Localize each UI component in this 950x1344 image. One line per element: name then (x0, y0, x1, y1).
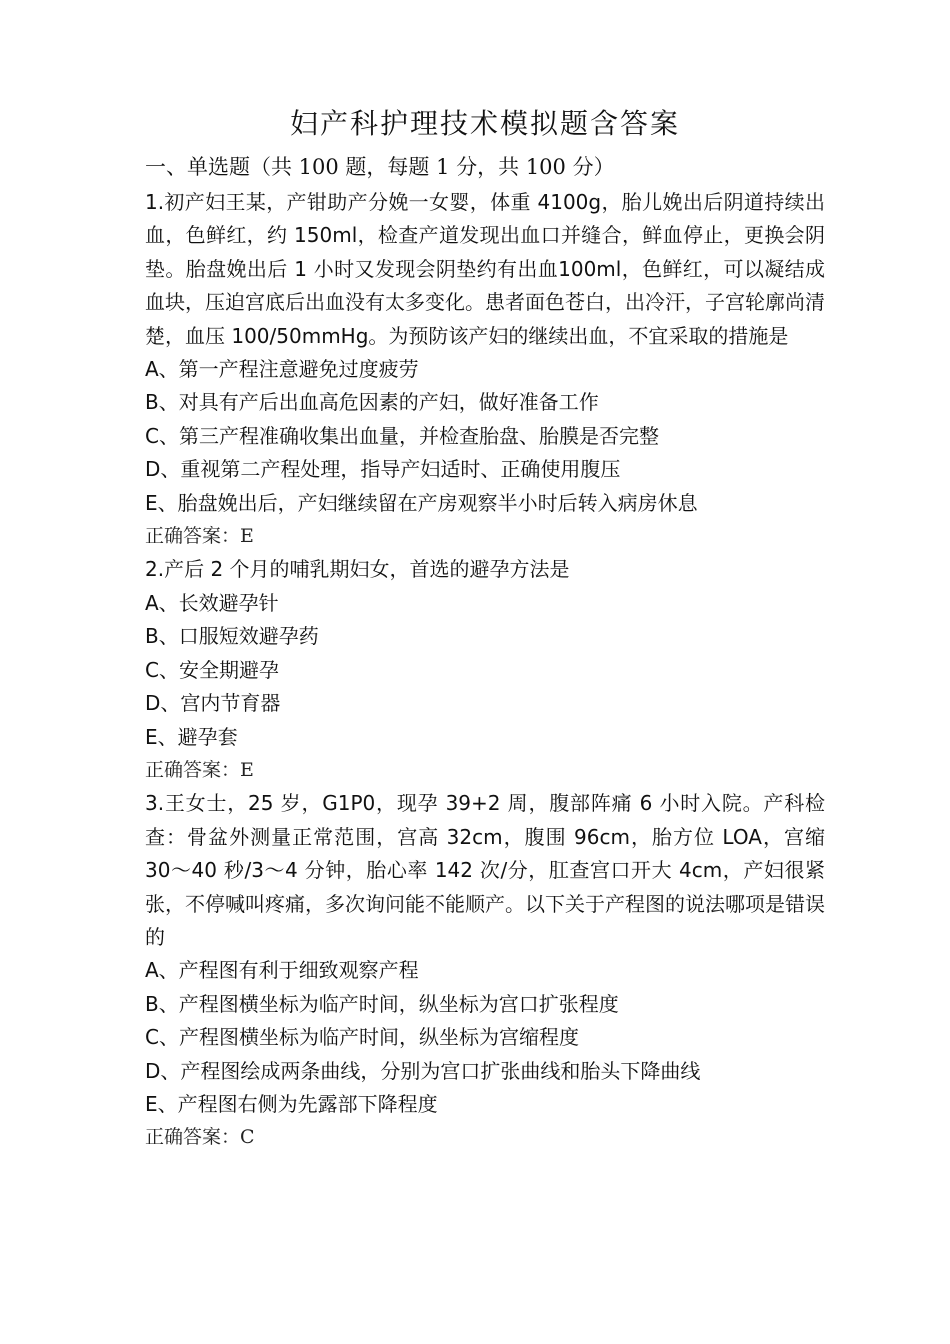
option-e: E、产程图右侧为先露部下降程度 (145, 1091, 438, 1116)
correct-answer: 正确答案：E (145, 525, 254, 548)
correct-answer: 正确答案：C (145, 1126, 255, 1149)
option-b: B、对具有产后出血高危因素的产妇，做好准备工作 (145, 390, 599, 415)
option-c: C、第三产程准确收集出血量，并检查胎盘、胎膜是否完整 (145, 423, 659, 448)
option-c: C、产程图横坐标为临产时间，纵坐标为宫缩程度 (145, 1025, 579, 1050)
document-page (145, 102, 825, 1155)
option-e: E、胎盘娩出后，产妇继续留在产房观察半小时后转入病房休息 (145, 490, 698, 515)
option-a: A、长效避孕针 (145, 590, 279, 615)
document-title: 妇产科护理技术模拟题含答案 (289, 107, 680, 140)
option-d: D、重视第二产程处理，指导产妇适时、正确使用腹压 (145, 457, 621, 482)
question-stem: 1.初产妇王某，产钳助产分娩一女婴，体重 4100g，胎儿娩出后阴道持续出血，色鲜红，约 150ml，检查产道发现出血口并缝合，鲜血停止，更换会阴垫。胎盘娩出后 1 小时又发现会阴垫约有出血100ml，色鲜红，可以凝结成血块，压迫宫底后出血没有太多变化。患者面色苍白，出冷汗，子宫轮廓尚清楚，血压 100/50mmHg。为预防该产妇的继续出血，不宜采取的措施是 (145, 190, 825, 348)
option-b: B、产程图横坐标为临产时间，纵坐标为宫口扩张程度 (145, 991, 619, 1016)
question-stem: 3.王女士，25 岁，G1P0，现孕 39+2 周，腹部阵痛 6 小时入院。产科检查：骨盆外测量正常范围，宫高 32cm，腹围 96cm，胎方位 LOA，宫缩 30～40 秒/3～4 分钟，胎心率 142 次/分，肛查宫口开大 4cm，产妇很紧张，不停喊叫疼痛，多次询问能不能顺产。以下关于产程图的说法哪项是错误的 (145, 791, 825, 949)
section-title: 一、单选题（共 100 题，每题 1 分，共 100 分） (145, 155, 615, 179)
option-c: C、安全期避孕 (145, 657, 279, 682)
option-e: E、避孕套 (145, 724, 238, 749)
question-stem: 2.产后 2 个月的哺乳期妇女，首选的避孕方法是 (145, 557, 570, 582)
question-3 (145, 787, 825, 1154)
option-a: A、产程图有利于细致观察产程 (145, 958, 419, 983)
correct-answer: 正确答案：E (145, 758, 254, 781)
option-d: D、产程图绘成两条曲线，分别为宫口扩张曲线和胎头下降曲线 (145, 1058, 701, 1083)
question-1 (145, 186, 825, 553)
option-d: D、宫内节育器 (145, 691, 281, 716)
question-2 (145, 553, 825, 787)
option-b: B、口服短效避孕药 (145, 624, 319, 649)
option-a: A、第一产程注意避免过度疲劳 (145, 357, 419, 382)
